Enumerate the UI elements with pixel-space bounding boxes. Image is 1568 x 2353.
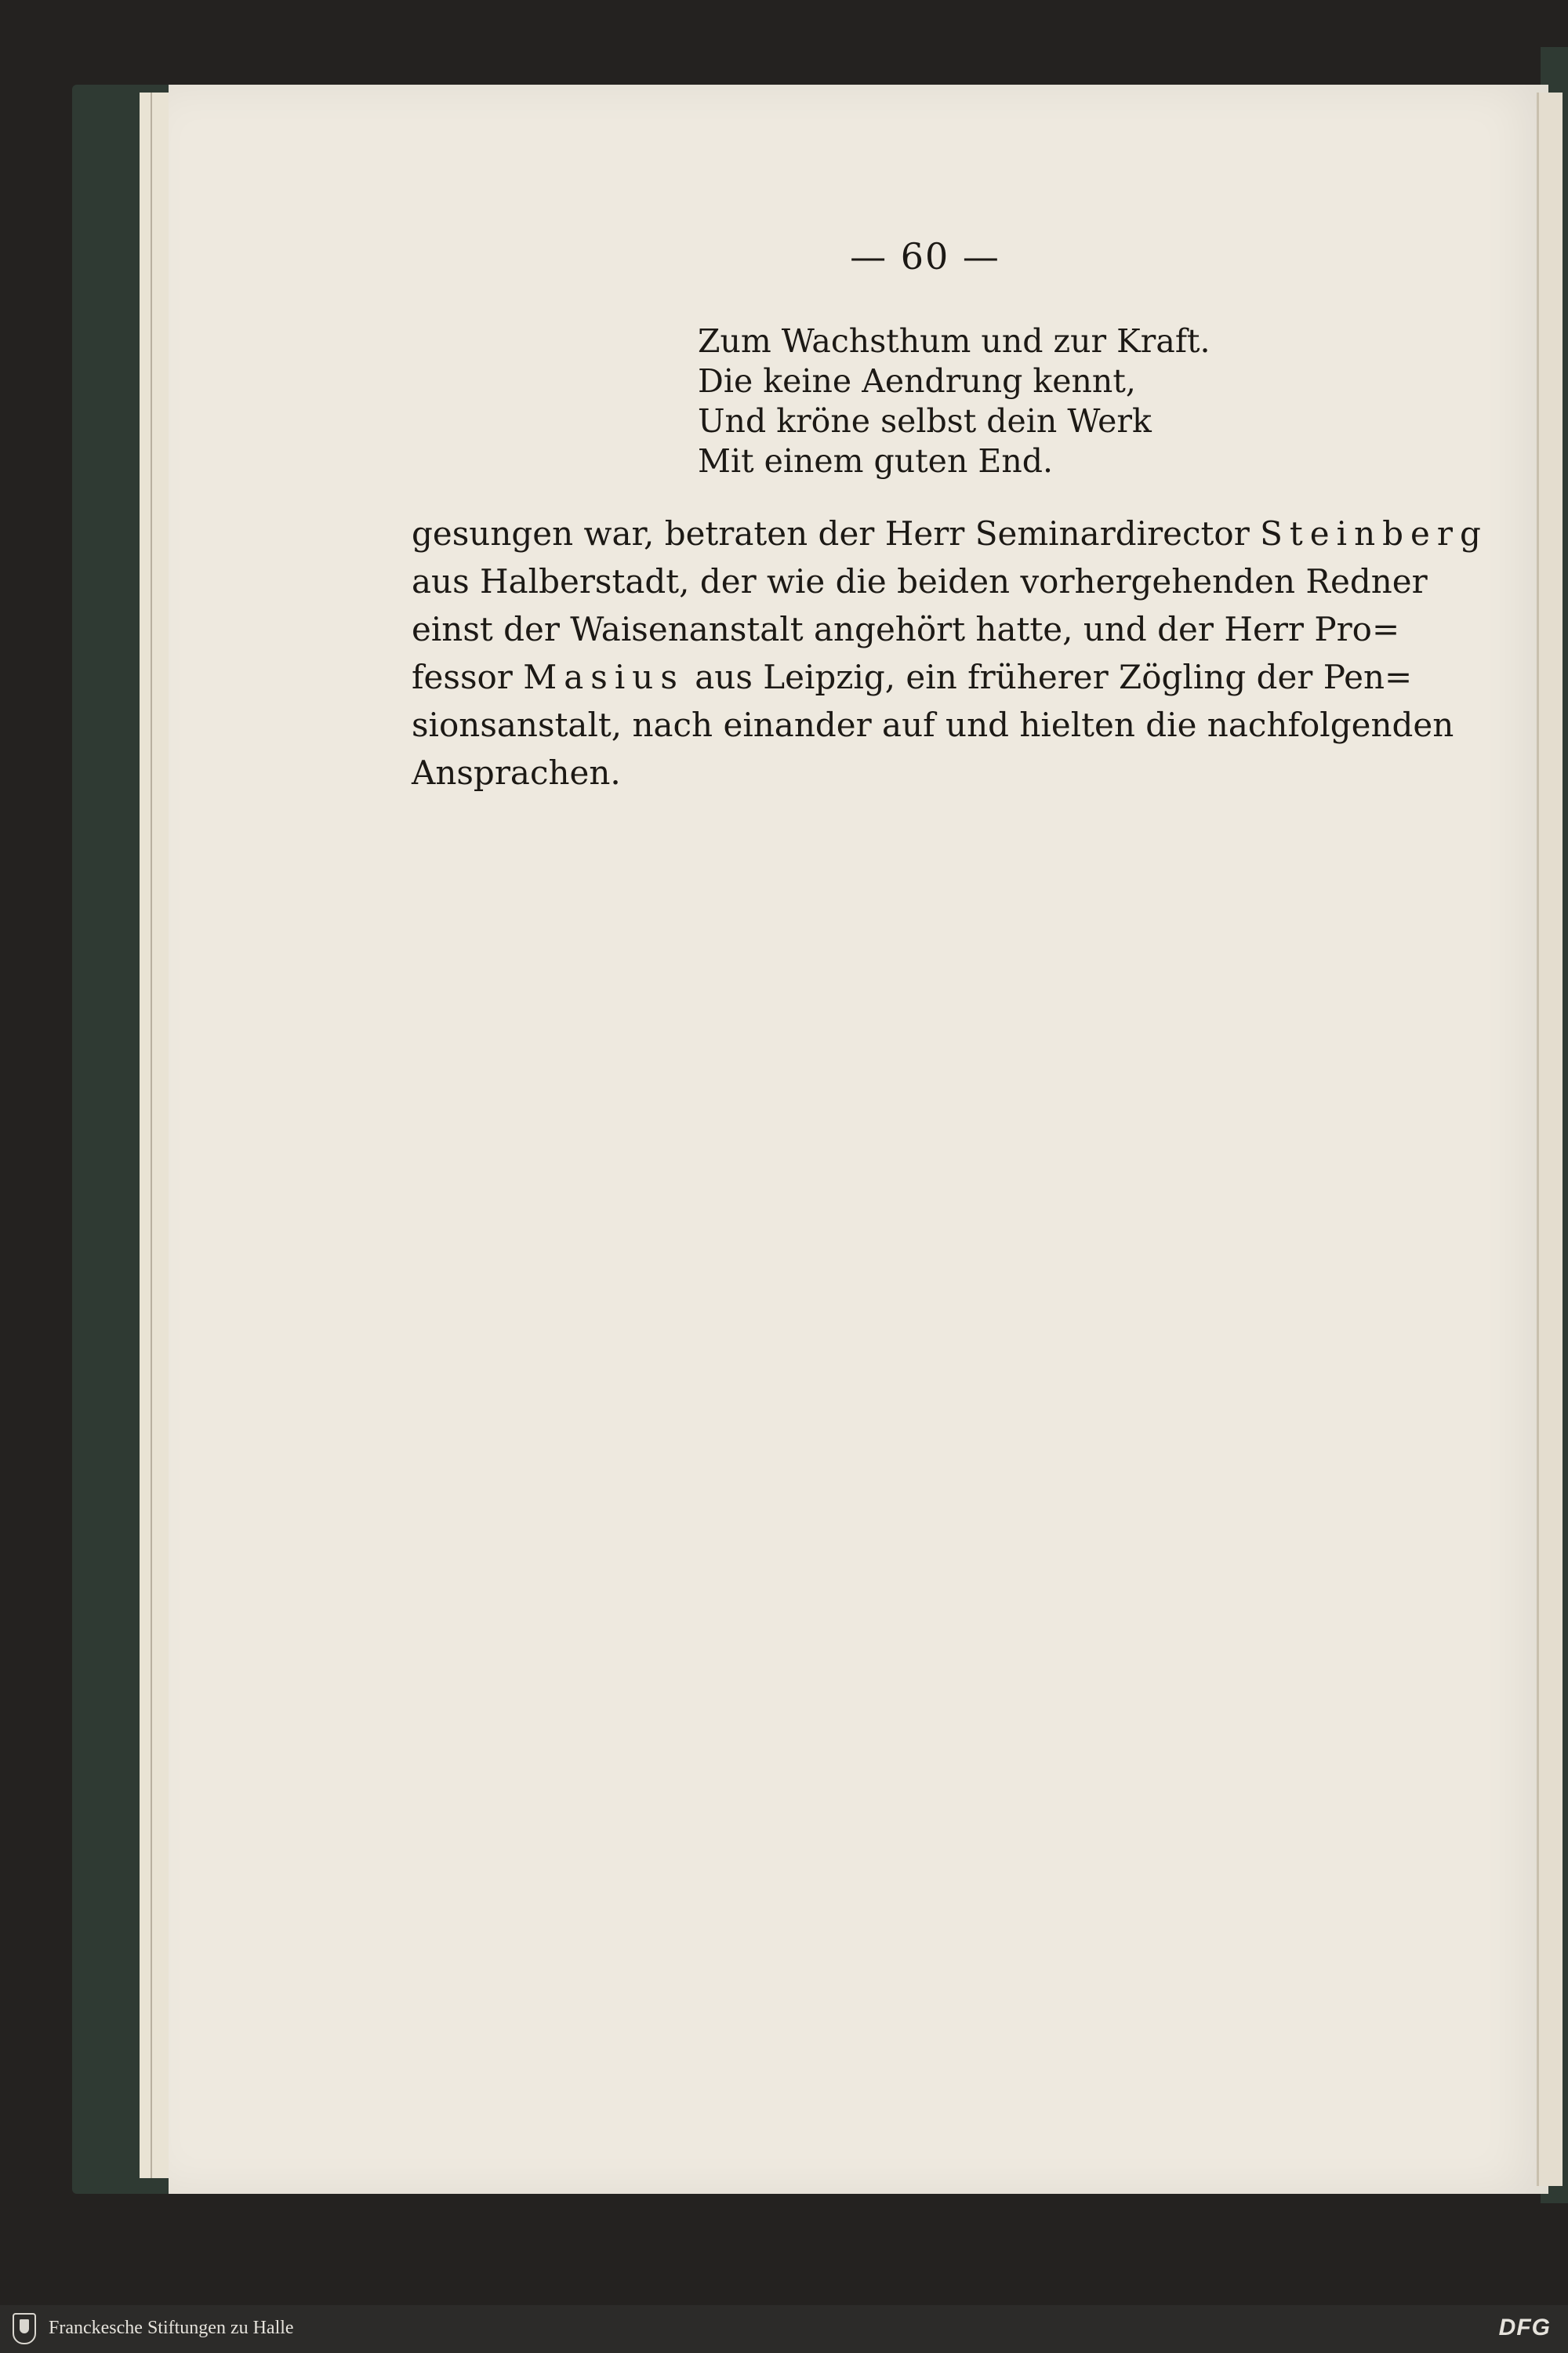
institution-name: Franckesche Stiftungen zu Halle (49, 2318, 294, 2338)
prose-line: einst der Waisenanstalt angehört hatte, und der Herr Pro= (412, 610, 1400, 648)
prose-line: aus Halberstadt, der wie die beiden vorhergehenden Redner (412, 562, 1428, 601)
emphasized-name: Steinberg (1260, 514, 1488, 553)
verse-block (698, 321, 1247, 481)
prose-line: sionsanstalt, nach einander auf und hielten die nachfolgenden (412, 706, 1454, 744)
verse-line: Mit einem guten End. (698, 442, 1054, 480)
francke-foundation-logo-icon (13, 2313, 36, 2344)
dfg-logo: DFG (1498, 2315, 1551, 2340)
verse-line: Und kröne selbst dein Werk (698, 402, 1152, 440)
emphasized-name: Masius (523, 658, 684, 696)
facing-page-edge (1537, 93, 1563, 2186)
verse-line: Zum Wachsthum und zur Kraft. (698, 322, 1210, 360)
verse-line: Die keine Aendrung kennt, (698, 362, 1136, 400)
prose-paragraph (412, 510, 1488, 797)
viewer-footer (0, 2305, 1568, 2353)
prose-line: Ansprachen. (412, 753, 621, 792)
prose-line: fessor Masius aus Leipzig, ein früherer Zögling der Pen= (412, 658, 1413, 696)
page-edge (140, 93, 152, 2178)
page-number: — 60 — (850, 235, 1000, 278)
prose-line: gesungen war, betraten der Herr Seminardirector Steinberg (412, 514, 1488, 553)
